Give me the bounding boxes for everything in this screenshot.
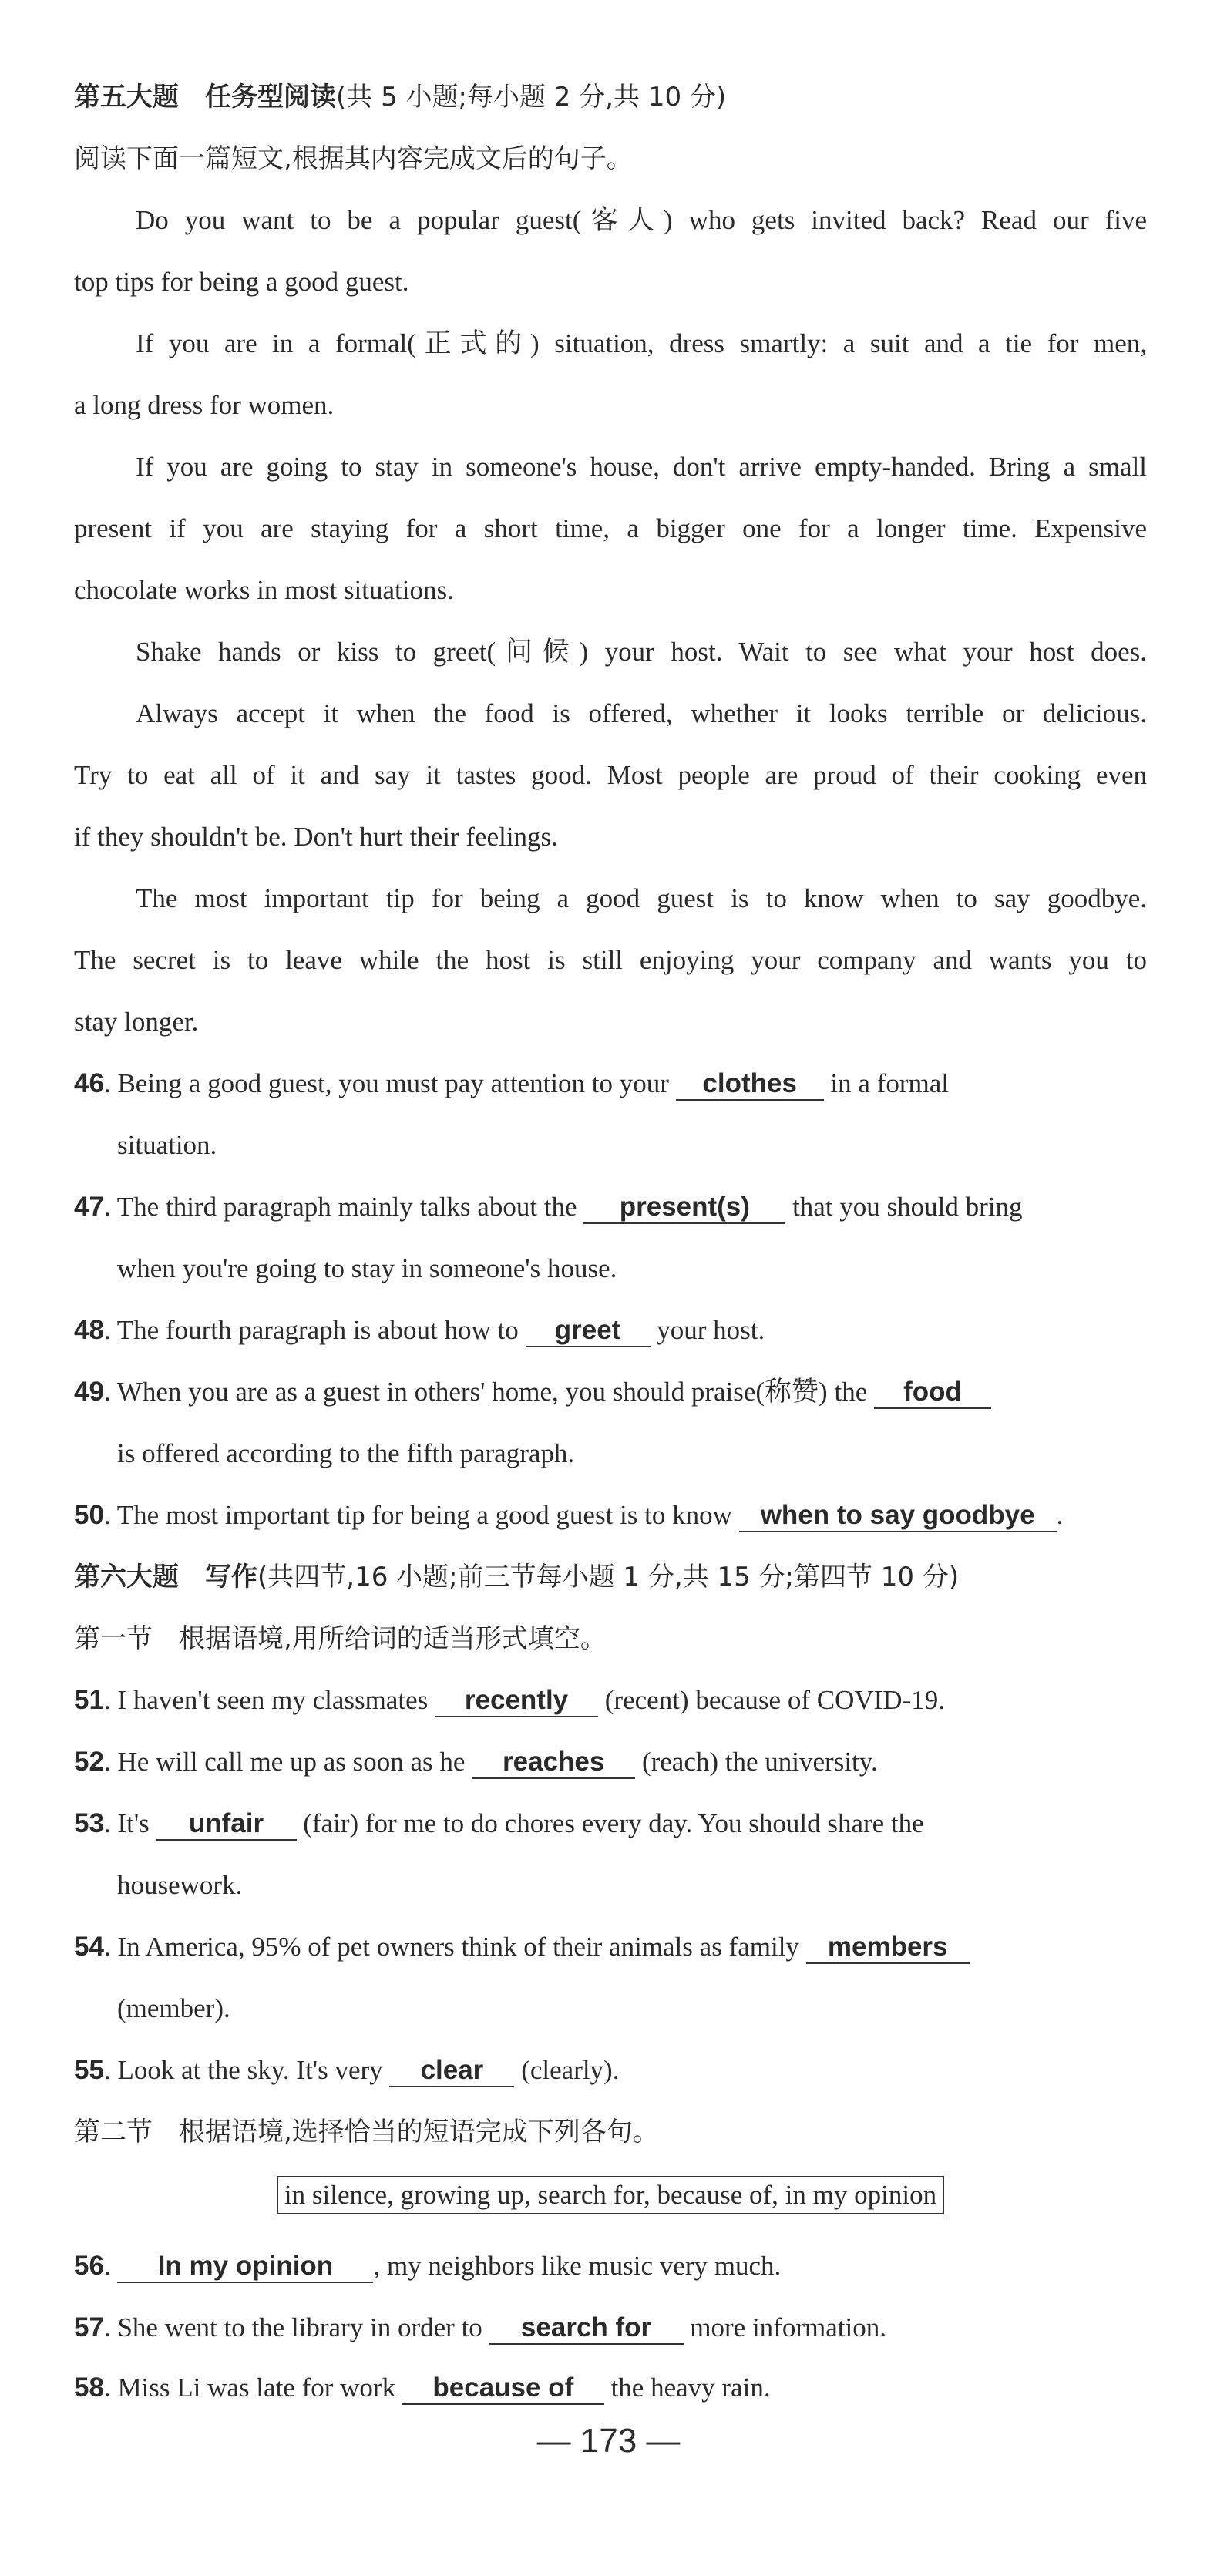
passage-line: The secret is to leave while the host is still enjoying your company and wants you to (74, 945, 1147, 975)
part2-instruction: 第二节 根据语境,选择恰当的短语完成下列各句。 (74, 2117, 659, 2147)
question-number: 56 (74, 2251, 104, 2281)
answer-blank[interactable]: search for (489, 2312, 684, 2345)
passage-line: The most important tip for being a good guest is to know when to say goodbye. (136, 883, 1147, 913)
passage-line: Shake hands or kiss to greet(问候) your host. Wait to see what your host does. (136, 637, 1147, 667)
answer-blank[interactable]: when to say goodbye (739, 1500, 1057, 1532)
part1-instruction: 第一节 根据语境,用所给词的适当形式填空。 (74, 1623, 607, 1654)
question-52 (74, 1742, 1147, 1782)
passage-line: If you are in a formal(正式的) situation, dress smartly: a suit and a tie for men, (136, 328, 1147, 358)
question-54-cont: (member). (117, 1993, 230, 2023)
question-text: . It's (103, 1808, 150, 1838)
question-53-cont: housework. (117, 1870, 243, 1900)
question-text: . Miss Li was late for work (103, 2373, 396, 2403)
question-text: . In America, 95% of pet owners think of their animals as family (103, 1932, 799, 1962)
question-54 (74, 1927, 1147, 1967)
question-49 (74, 1372, 1147, 1412)
question-58 (74, 2368, 1147, 2408)
question-text: . Look at the sky. It's very (103, 2055, 383, 2085)
section5-instruction: 阅读下面一篇短文,根据其内容完成文后的句子。 (74, 143, 633, 174)
question-number: 54 (74, 1932, 104, 1962)
question-number: 51 (74, 1685, 104, 1715)
answer-blank[interactable]: present(s) (583, 1192, 785, 1224)
question-text: (fair) for me to do chores every day. You should share the (303, 1808, 924, 1838)
question-text: . The third paragraph mainly talks about the (103, 1192, 577, 1222)
question-text: . The most important tip for being a good guest is to know (103, 1500, 732, 1530)
question-56 (74, 2246, 1147, 2286)
question-47 (74, 1187, 1147, 1227)
passage-line: Do you want to be a popular guest(客人) who gets invited back? Read our five (136, 205, 1147, 235)
question-51 (74, 1680, 1147, 1720)
answer-blank[interactable]: unfair (156, 1808, 297, 1841)
section5-heading (74, 77, 1147, 117)
question-47-cont: when you're going to stay in someone's house. (117, 1253, 617, 1283)
question-number: 52 (74, 1747, 104, 1777)
question-text: (recent) because of COVID-19. (604, 1685, 945, 1715)
question-57 (74, 2308, 1147, 2348)
passage-line: top tips for being a good guest. (74, 267, 409, 297)
section5-title: 第五大题 任务型阅读 (74, 82, 336, 113)
question-46 (74, 1064, 1147, 1104)
question-text: more information. (690, 2312, 886, 2342)
question-text: . The fourth paragraph is about how to (103, 1315, 519, 1345)
answer-blank[interactable]: In my opinion (117, 2251, 373, 2283)
answer-blank[interactable]: reaches (472, 1747, 635, 1779)
section6-heading (74, 1557, 1147, 1597)
section5-title-note: (共 5 小题;每小题 2 分,共 10 分) (336, 82, 727, 113)
question-text: . Being a good guest, you must pay attention to your (103, 1068, 669, 1098)
question-number: 53 (74, 1808, 104, 1838)
answer-blank[interactable]: greet (526, 1315, 651, 1347)
passage-line: Try to eat all of it and say it tastes good. Most people are proud of their cooking even (74, 760, 1147, 790)
question-text: in a formal (830, 1068, 949, 1098)
question-number: 47 (74, 1192, 104, 1222)
question-55 (74, 2050, 1147, 2090)
question-46-cont: situation. (117, 1130, 217, 1160)
question-number: 46 (74, 1068, 104, 1098)
passage-line: Always accept it when the food is offered, whether it looks terrible or delicious. (136, 698, 1147, 728)
page-number: — 173 — (536, 2422, 681, 2460)
question-50 (74, 1495, 1147, 1535)
question-text: . (1056, 1500, 1064, 1530)
question-number: 57 (74, 2312, 104, 2342)
answer-blank[interactable]: clear (389, 2055, 514, 2087)
question-text: (reach) the university. (641, 1747, 878, 1777)
passage-line: present if you are staying for a short time, a bigger one for a longer time. Expensive (74, 513, 1147, 543)
question-number: 48 (74, 1315, 104, 1345)
phrase-box-row (74, 2175, 1147, 2215)
section6-title: 第六大题 写作 (74, 1562, 257, 1592)
question-48 (74, 1310, 1147, 1350)
question-text: . (103, 2251, 111, 2281)
question-text: (clearly). (521, 2055, 620, 2085)
answer-blank[interactable]: clothes (676, 1068, 824, 1101)
question-text: . I haven't seen my classmates (103, 1685, 429, 1715)
question-text: . He will call me up as soon as he (103, 1747, 466, 1777)
question-text: your host. (657, 1315, 765, 1345)
section6-title-note: (共四节,16 小题;前三节每小题 1 分,共 15 分;第四节 10 分) (257, 1562, 960, 1592)
question-53 (74, 1804, 1147, 1844)
question-text: . She went to the library in order to (103, 2312, 482, 2342)
passage-line: If you are going to stay in someone's house, don't arrive empty-handed. Bring a small (136, 452, 1147, 482)
question-number: 58 (74, 2373, 104, 2403)
passage-line: chocolate works in most situations. (74, 575, 454, 605)
answer-blank[interactable]: members (806, 1932, 970, 1964)
question-text: the heavy rain. (610, 2373, 771, 2403)
answer-blank[interactable]: because of (402, 2373, 604, 2405)
passage-line: a long dress for women. (74, 390, 335, 420)
passage-line: if they shouldn't be. Don't hurt their feelings. (74, 822, 558, 852)
question-text: . When you are as a guest in others' home, you should praise(称赞) the (103, 1377, 868, 1407)
question-number: 49 (74, 1377, 104, 1407)
question-number: 50 (74, 1500, 104, 1530)
passage-line: stay longer. (74, 1007, 199, 1037)
answer-blank[interactable]: food (874, 1377, 991, 1409)
answer-blank[interactable]: recently (435, 1685, 598, 1717)
question-text: that you should bring (792, 1192, 1023, 1222)
question-49-cont: is offered according to the fifth paragraph. (117, 1438, 575, 1468)
phrase-box: in silence, growing up, search for, because of, in my opinion (277, 2176, 944, 2214)
question-text: , my neighbors like music very much. (373, 2251, 782, 2281)
question-number: 55 (74, 2055, 104, 2085)
